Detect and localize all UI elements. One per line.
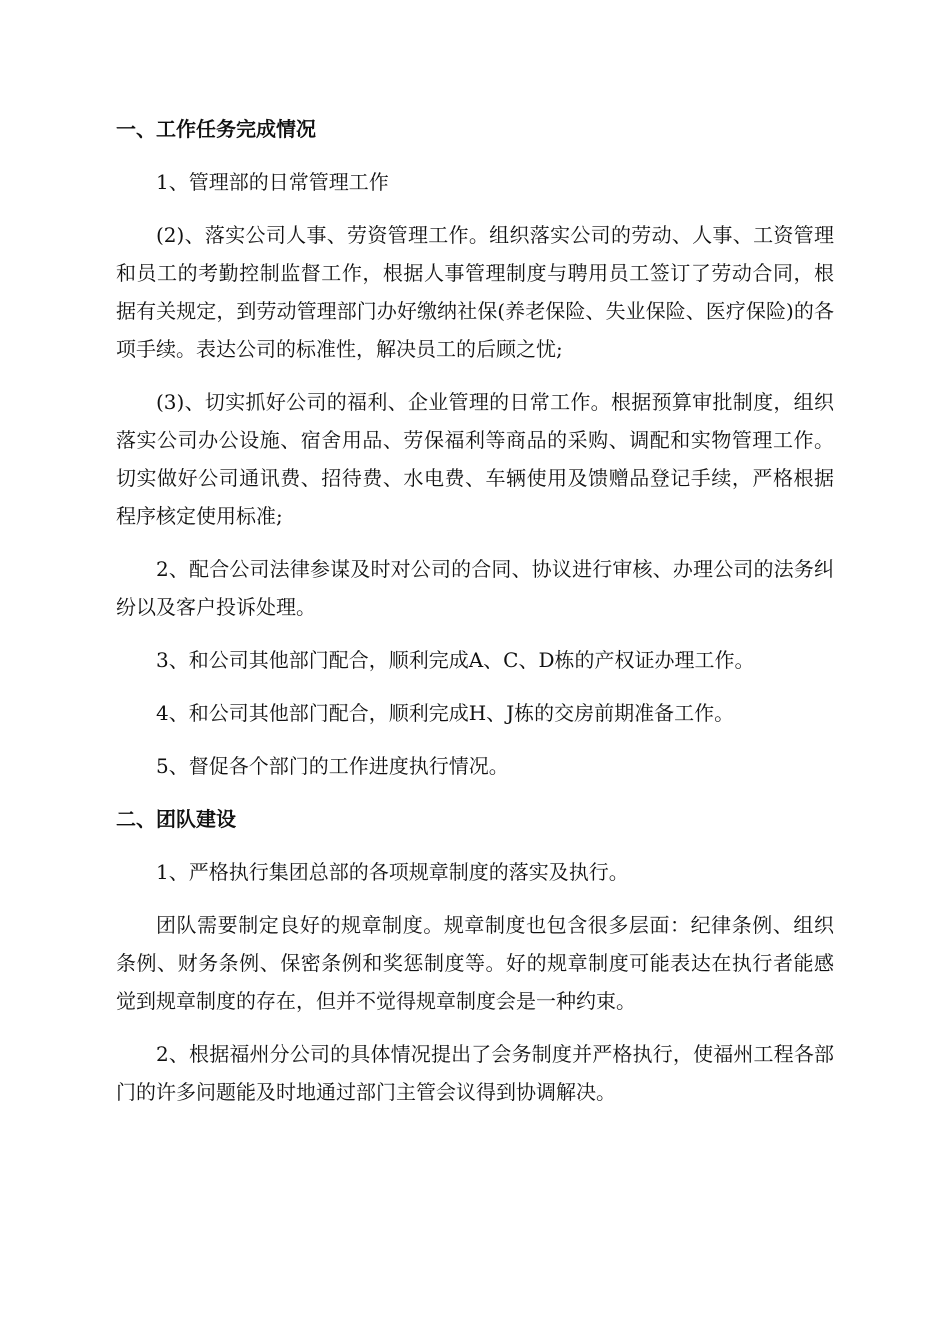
section-work-completion [116, 110, 834, 785]
paragraph: 5、督促各个部门的工作进度执行情况。 [156, 754, 509, 778]
paragraph: 4、和公司其他部门配合，顺利完成H、J栋的交房前期准备工作。 [156, 701, 735, 725]
paragraph: 团队需要制定良好的规章制度。规章制度也包含很多层面：纪律条例、组织条例、财务条例、保密条例和奖惩制度等。好的规章制度可能表达在执行者能感觉到规章制度的存在，但并不觉得规章制度会是一种约束。 [116, 913, 834, 1013]
section-team-building [116, 800, 834, 1111]
paragraph: (3)、切实抓好公司的福利、企业管理的日常工作。根据预算审批制度，组织落实公司办公设施、宿舍用品、劳保福利等商品的采购、调配和实物管理工作。切实做好公司通讯费、招待费、水电费、车辆使用及馈赠品登记手续，严格根据程序核定使用标准; [116, 390, 834, 528]
paragraph: 1、严格执行集团总部的各项规章制度的落实及执行。 [156, 860, 629, 884]
paragraph: 2、根据福州分公司的具体情况提出了会务制度并严格执行，使福州工程各部门的许多问题能及时地通过部门主管会议得到协调解决。 [116, 1042, 834, 1104]
document-body [116, 110, 834, 1126]
paragraph: 2、配合公司法律参谋及时对公司的合同、协议进行审核、办理公司的法务纠纷以及客户投诉处理。 [116, 557, 834, 619]
section-heading: 二、团队建设 [116, 807, 236, 831]
paragraph: 3、和公司其他部门配合，顺利完成A、C、D栋的产权证办理工作。 [156, 648, 755, 672]
section-heading: 一、工作任务完成情况 [116, 117, 316, 141]
paragraph: 1、管理部的日常管理工作 [156, 170, 389, 194]
paragraph: (2)、落实公司人事、劳资管理工作。组织落实公司的劳动、人事、工资管理和员工的考勤控制监督工作，根据人事管理制度与聘用员工签订了劳动合同，根据有关规定，到劳动管理部门办好缴纳社保(养老保险、失业保险、医疗保险)的各项手续。表达公司的标准性，解决员工的后顾之忧; [116, 223, 834, 361]
